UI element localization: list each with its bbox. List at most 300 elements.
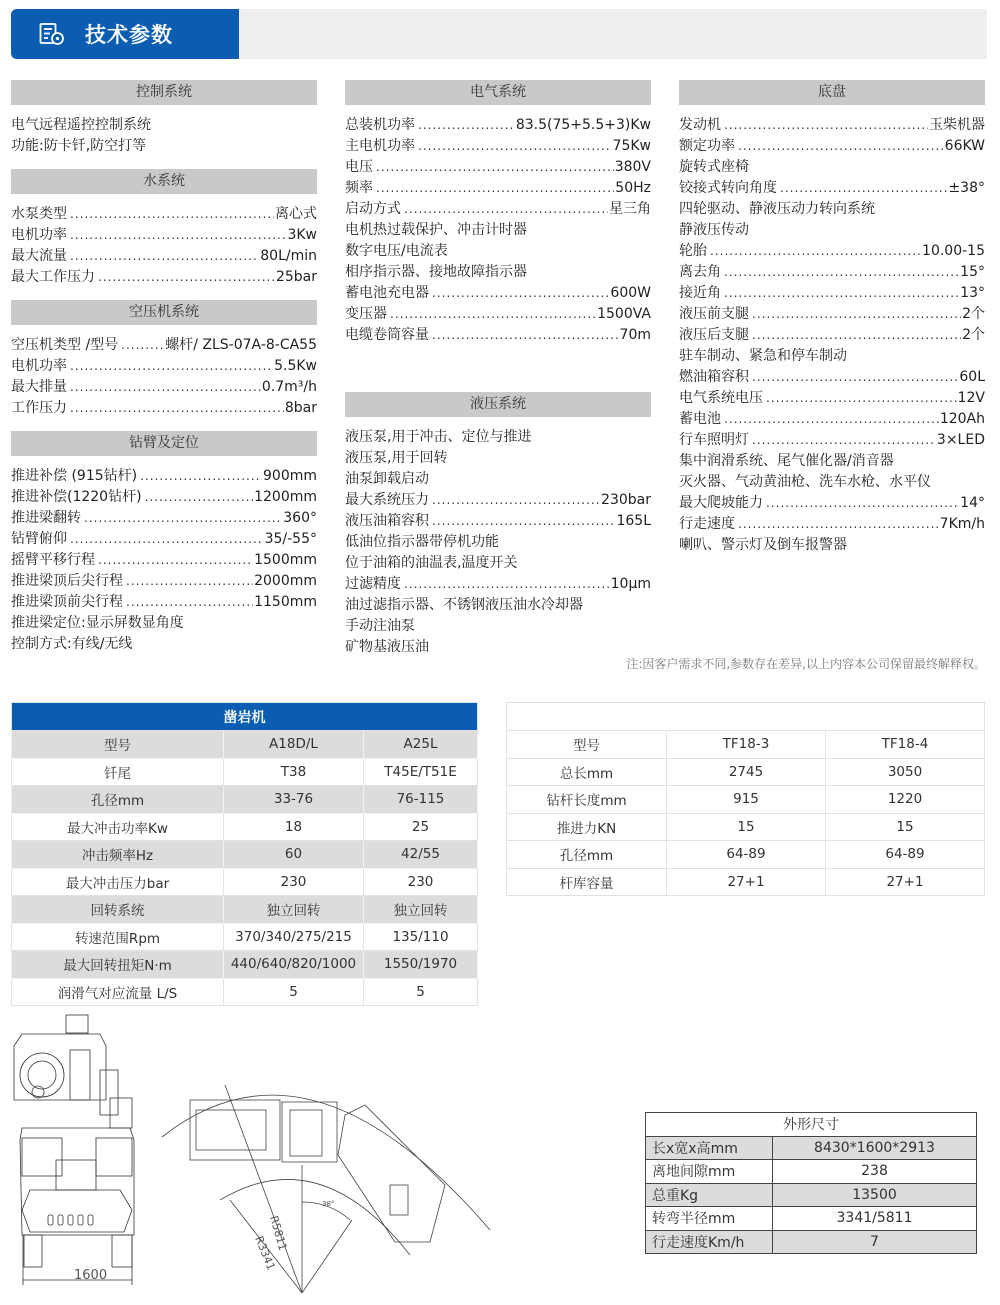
feed-beam-table (506, 702, 985, 896)
disclaimer-note: 注:因客户需求不同,参数存在差异,以上内容本公司保留最终解释权。 (626, 657, 986, 671)
row-label-cell: 转速范围Rpm (12, 923, 224, 951)
dot-leader (430, 283, 609, 304)
turning-radius-drawing (162, 1085, 490, 1293)
spec-row (345, 115, 651, 136)
dot-leader (430, 325, 619, 346)
dot-leader (68, 356, 273, 377)
outer-radius-label: R5811 (267, 1214, 290, 1253)
spec-label: 数字电压/电流表 (345, 243, 448, 259)
feed-beam-title: 推进梁 (507, 703, 985, 731)
spec-row (345, 616, 651, 637)
spec-row (11, 225, 317, 246)
spec-label: 电机功率 (11, 358, 67, 374)
spec-row (11, 377, 317, 398)
value-cell: 独立回转 (224, 896, 364, 924)
spec-value: 1500mm (254, 552, 317, 568)
spec-row (11, 335, 317, 356)
spec-row (345, 553, 651, 574)
value-cell: 27+1 (826, 868, 985, 896)
value-cell: 13500 (773, 1183, 977, 1207)
spec-row (679, 115, 985, 136)
page-title: 技术参数 (85, 23, 173, 47)
dot-leader (430, 490, 600, 511)
spec-label: 总装机功率 (345, 117, 415, 133)
value-cell: 440/640/820/1000 (224, 951, 364, 979)
spec-value: 35/-55° (264, 531, 317, 547)
spec-row (345, 532, 651, 553)
rock-drill-title: 凿岩机 (12, 703, 478, 731)
section-body (11, 105, 317, 157)
row-label-cell: 钻杆长度mm (507, 786, 667, 814)
machine-drawing (0, 1010, 620, 1305)
spec-label: 手动注油泵 (345, 618, 415, 634)
spec-label: 离去角 (679, 264, 721, 280)
section-header-tab (11, 9, 239, 59)
table-row (646, 1136, 977, 1160)
dot-leader (430, 511, 615, 532)
dot-leader (124, 571, 253, 592)
spec-label: 四轮驱动、静液压动力转向系统 (679, 201, 875, 217)
spec-label: 过滤精度 (345, 576, 401, 592)
spec-row (679, 262, 985, 283)
spec-label: 推进梁定位:显示屏数显角度 (11, 615, 184, 631)
table-row (507, 841, 985, 869)
value-cell: T38 (224, 758, 364, 786)
spec-label: 驻车制动、紧急和停车制动 (679, 348, 847, 364)
spec-row (679, 157, 985, 178)
spec-label: 低油位指示器带停机功能 (345, 534, 499, 550)
spec-row (11, 246, 317, 267)
spec-value: 2个 (962, 306, 985, 322)
row-label-cell: 钎尾 (12, 758, 224, 786)
spec-label: 液压前支腿 (679, 306, 749, 322)
spec-row (679, 514, 985, 535)
spec-row (11, 529, 317, 550)
spec-label: 行走速度 (679, 516, 735, 532)
spec-label: 电机热过载保护、冲击计时器 (345, 222, 527, 238)
dot-leader (124, 592, 253, 613)
table-row (646, 1230, 977, 1254)
spec-label: 水泵类型 (11, 206, 67, 222)
value-cell: 7 (773, 1230, 977, 1254)
dot-leader (736, 514, 939, 535)
spec-row (11, 613, 317, 634)
spec-value: 12V (957, 390, 985, 406)
spec-label: 蓄电池 (679, 411, 721, 427)
row-label-cell: 杆库容量 (507, 868, 667, 896)
spec-row (679, 220, 985, 241)
spec-value: 离心式 (275, 206, 317, 222)
spec-label: 变压器 (345, 306, 387, 322)
table-row (507, 731, 985, 759)
spec-value: 230bar (601, 492, 651, 508)
spec-value: 600W (610, 285, 651, 301)
table-row (12, 731, 478, 759)
spec-value: 10μm (610, 576, 651, 592)
value-cell: TF18-4 (826, 731, 985, 759)
dot-leader (750, 304, 961, 325)
spec-value: 70m (619, 327, 651, 343)
section-body (345, 105, 651, 346)
row-label-cell: 回转系统 (12, 896, 224, 924)
table-row (507, 786, 985, 814)
dot-leader (722, 283, 959, 304)
spec-value: 14° (960, 495, 985, 511)
value-cell: 60 (224, 841, 364, 869)
value-cell: 3050 (826, 758, 985, 786)
spec-label: 集中润滑系统、尾气催化器/消音器 (679, 453, 894, 469)
dot-leader (722, 409, 939, 430)
table-row (12, 896, 478, 924)
spec-row (679, 367, 985, 388)
spec-row (345, 262, 651, 283)
section-header: 钻臂及定位 (11, 431, 317, 456)
spec-row (679, 430, 985, 451)
spec-label: 钻臂俯仰 (11, 531, 67, 547)
spec-value: 1200mm (254, 489, 317, 505)
table-row (12, 951, 478, 979)
inner-radius-label: R3341 (252, 1234, 278, 1273)
row-label-cell: 最大回转扭矩N·m (12, 951, 224, 979)
value-cell: 238 (773, 1160, 977, 1184)
spec-label: 矿物基液压油 (345, 639, 429, 655)
table-row (12, 841, 478, 869)
spec-row (345, 178, 651, 199)
dot-leader (68, 398, 284, 419)
spec-value: 165L (616, 513, 651, 529)
spec-row (11, 487, 317, 508)
table-row (12, 923, 478, 951)
table-row (12, 813, 478, 841)
spec-row (345, 448, 651, 469)
spec-value: 5.5Kw (274, 358, 317, 374)
row-label-cell: 推进力KN (507, 813, 667, 841)
spec-value: 83.5(75+5.5+3)Kw (515, 117, 651, 133)
row-label-cell: 孔径mm (507, 841, 667, 869)
spec-value: 2个 (962, 327, 985, 343)
spec-value: 120Ah (939, 411, 985, 427)
spec-label: 推进梁顶后尖行程 (11, 573, 123, 589)
value-cell: 独立回转 (364, 896, 478, 924)
spec-row (679, 136, 985, 157)
value-cell: 15 (826, 813, 985, 841)
spec-value: 3Kw (287, 227, 317, 243)
spec-row (11, 136, 317, 157)
spec-row (345, 199, 651, 220)
dot-leader (68, 246, 259, 267)
table-row (12, 978, 478, 1006)
spec-label: 启动方式 (345, 201, 401, 217)
spec-value: 螺杆/ ZLS-07A-8-CA55 (165, 337, 317, 353)
row-label-cell: 型号 (12, 731, 224, 759)
value-cell: 8430*1600*2913 (773, 1136, 977, 1160)
spec-row (345, 220, 651, 241)
spec-row (11, 356, 317, 377)
value-cell: 230 (364, 868, 478, 896)
spec-document-icon (39, 22, 65, 46)
spec-row (679, 388, 985, 409)
value-cell: 230 (224, 868, 364, 896)
spec-value: 10.00-15 (922, 243, 985, 259)
spec-label: 电气远程遥控控制系统 (11, 117, 151, 133)
value-cell: T45E/T51E (364, 758, 478, 786)
dot-leader (68, 204, 274, 225)
spec-row (11, 508, 317, 529)
section-body (679, 105, 985, 556)
spec-row (345, 427, 651, 448)
dot-leader (722, 115, 928, 136)
spec-row (345, 637, 651, 658)
spec-row (345, 241, 651, 262)
row-label-cell: 转弯半径mm (646, 1207, 773, 1231)
spec-value: 66KW (944, 138, 985, 154)
spec-label: 液压油箱容积 (345, 513, 429, 529)
value-cell: TF18-3 (667, 731, 826, 759)
section-body (11, 325, 317, 419)
value-cell: 915 (667, 786, 826, 814)
spec-label: 旋转式座椅 (679, 159, 749, 175)
spec-label: 液压泵,用于回转 (345, 450, 448, 466)
spec-label: 液压后支腿 (679, 327, 749, 343)
spec-label: 发动机 (679, 117, 721, 133)
row-label-cell: 最大冲击功率Kw (12, 813, 224, 841)
spec-label: 静液压传动 (679, 222, 749, 238)
spec-label: 电机功率 (11, 227, 67, 243)
value-cell: A25L (364, 731, 478, 759)
section-body (345, 417, 651, 658)
spec-label: 轮胎 (679, 243, 707, 259)
spec-label: 相序指示器、接地故障指示器 (345, 264, 527, 280)
spec-value: 7Km/h (939, 516, 985, 532)
dot-leader (138, 466, 262, 487)
table-row (12, 868, 478, 896)
spec-label: 电缆卷筒容量 (345, 327, 429, 343)
spec-label: 行车照明灯 (679, 432, 749, 448)
spec-value: 1500VA (597, 306, 651, 322)
row-label-cell: 离地间隙mm (646, 1160, 773, 1184)
row-label-cell: 长x宽x高mm (646, 1136, 773, 1160)
spec-label: 油泵卸载启动 (345, 471, 429, 487)
dot-leader (374, 178, 614, 199)
dot-leader (388, 304, 596, 325)
dot-leader (96, 550, 253, 571)
row-label-cell: 最大冲击压力bar (12, 868, 224, 896)
spec-label: 最大流量 (11, 248, 67, 264)
spec-label: 主电机功率 (345, 138, 415, 154)
value-cell: 135/110 (364, 923, 478, 951)
dot-leader (402, 199, 608, 220)
spec-label: 最大排量 (11, 379, 67, 395)
spec-value: 15° (960, 264, 985, 280)
value-cell: 15 (667, 813, 826, 841)
spec-row (679, 346, 985, 367)
section-header: 控制系统 (11, 80, 317, 105)
spec-row (679, 451, 985, 472)
spec-column-1 (11, 80, 317, 655)
dot-leader (416, 115, 515, 136)
spec-label: 最大工作压力 (11, 269, 95, 285)
spec-value: 380V (614, 159, 651, 175)
spec-row (11, 267, 317, 288)
spec-value: 0.7m³/h (261, 379, 317, 395)
spec-label: 燃油箱容积 (679, 369, 749, 385)
value-cell: 3341/5811 (773, 1207, 977, 1231)
spec-label: 推进梁顶前尖行程 (11, 594, 123, 610)
spec-row (11, 550, 317, 571)
spec-row (345, 511, 651, 532)
spec-row (679, 178, 985, 199)
dot-leader (143, 487, 254, 508)
spec-row (679, 304, 985, 325)
spec-label: 额定功率 (679, 138, 735, 154)
spec-label: 液压泵,用于冲击、定位与推进 (345, 429, 532, 445)
spec-value: 2000mm (254, 573, 317, 589)
spec-row (679, 493, 985, 514)
value-cell: 2745 (667, 758, 826, 786)
spec-value: 60L (959, 369, 985, 385)
spec-value: 360° (283, 510, 317, 526)
spec-row (345, 469, 651, 490)
spec-row (345, 574, 651, 595)
value-cell: 5 (364, 978, 478, 1006)
spec-row (679, 472, 985, 493)
spec-label: 摇臂平移行程 (11, 552, 95, 568)
dimensions-title: 外形尺寸 (646, 1113, 977, 1137)
row-label-cell: 冲击频率Hz (12, 841, 224, 869)
table-row (507, 868, 985, 896)
table-row (507, 813, 985, 841)
spec-value: 8bar (284, 400, 317, 416)
value-cell: 33-76 (224, 786, 364, 814)
dimensions-table (645, 1112, 977, 1254)
spec-label: 灭火器、气动黄油枪、洗车水枪、水平仪 (679, 474, 931, 490)
dot-leader (82, 508, 282, 529)
spec-label: 控制方式:有线/无线 (11, 636, 133, 652)
spec-row (11, 634, 317, 655)
section-header: 水系统 (11, 169, 317, 194)
dot-leader (68, 377, 261, 398)
spec-label: 推进补偿(1220钻杆) (11, 489, 142, 505)
table-row (12, 758, 478, 786)
spec-label: 接近角 (679, 285, 721, 301)
spec-value: 80L/min (260, 248, 317, 264)
spec-value: 900mm (263, 468, 317, 484)
spec-row (679, 325, 985, 346)
dot-leader (708, 241, 921, 262)
spec-label: 油过滤指示器、不锈钢液压油水冷却器 (345, 597, 583, 613)
section-body (11, 194, 317, 288)
spec-value: 75Kw (612, 138, 651, 154)
spec-row (345, 325, 651, 346)
value-cell: 5 (224, 978, 364, 1006)
row-label-cell: 行走速度Km/h (646, 1230, 773, 1254)
table-row (507, 758, 985, 786)
dot-leader (778, 178, 947, 199)
spec-label: 推进补偿 (915钻杆) (11, 468, 138, 484)
value-cell: 64-89 (826, 841, 985, 869)
section-body (11, 456, 317, 655)
spec-label: 工作压力 (11, 400, 67, 416)
value-cell: 1220 (826, 786, 985, 814)
section-header: 液压系统 (345, 392, 651, 417)
value-cell: 1550/1970 (364, 951, 478, 979)
spec-column-3 (679, 80, 985, 556)
spec-value: 星三角 (609, 201, 651, 217)
spec-label: 铰接式转向角度 (679, 180, 777, 196)
section-header: 空压机系统 (11, 300, 317, 325)
rock-drill-table (11, 702, 478, 1006)
spec-value: 50Hz (615, 180, 651, 196)
row-label-cell: 总重Kg (646, 1183, 773, 1207)
row-label-cell: 型号 (507, 731, 667, 759)
table-row (12, 786, 478, 814)
dot-leader (750, 325, 961, 346)
value-cell: 76-115 (364, 786, 478, 814)
spec-row (679, 535, 985, 556)
section-header: 底盘 (679, 80, 985, 105)
spec-column-2 (345, 80, 651, 658)
spec-label: 空压机类型 /型号 (11, 337, 119, 353)
spec-value: ±38° (948, 180, 985, 196)
value-cell: 18 (224, 813, 364, 841)
spec-label: 推进梁翻转 (11, 510, 81, 526)
row-label-cell: 总长mm (507, 758, 667, 786)
spec-row (11, 115, 317, 136)
dot-leader (119, 335, 164, 356)
table-row (646, 1207, 977, 1231)
value-cell: 25 (364, 813, 478, 841)
table-row (646, 1183, 977, 1207)
dot-leader (402, 574, 610, 595)
spec-row (11, 204, 317, 225)
dot-leader (416, 136, 612, 157)
spec-row (345, 595, 651, 616)
spec-label: 最大系统压力 (345, 492, 429, 508)
spec-row (345, 157, 651, 178)
spec-row (345, 136, 651, 157)
spec-row (345, 304, 651, 325)
spec-value: 13° (960, 285, 985, 301)
row-label-cell: 润滑气对应流量 L/S (12, 978, 224, 1006)
spec-row (679, 241, 985, 262)
section-header: 电气系统 (345, 80, 651, 105)
spec-row (679, 283, 985, 304)
dot-leader (750, 367, 958, 388)
dot-leader (736, 136, 944, 157)
dot-leader (764, 493, 959, 514)
dot-leader (96, 267, 275, 288)
spec-value: 25bar (275, 269, 317, 285)
front-width-label: 1600 (74, 1268, 108, 1283)
spec-label: 位于油箱的油温表,温度开关 (345, 555, 518, 571)
spec-value: 玉柴机器 (929, 117, 985, 133)
value-cell: A18D/L (224, 731, 364, 759)
dot-leader (68, 225, 286, 246)
value-cell: 42/55 (364, 841, 478, 869)
dot-leader (722, 262, 959, 283)
dot-leader (764, 388, 957, 409)
spec-row (679, 199, 985, 220)
spec-label: 最大爬坡能力 (679, 495, 763, 511)
spec-row (11, 592, 317, 613)
spec-value: 1150mm (254, 594, 317, 610)
spec-label: 喇叭、警示灯及倒车报警器 (679, 537, 847, 553)
spec-label: 功能:防卡钎,防空打等 (11, 138, 147, 154)
spec-label: 电压 (345, 159, 373, 175)
spec-row (345, 490, 651, 511)
dot-leader (374, 157, 614, 178)
spec-row (11, 571, 317, 592)
